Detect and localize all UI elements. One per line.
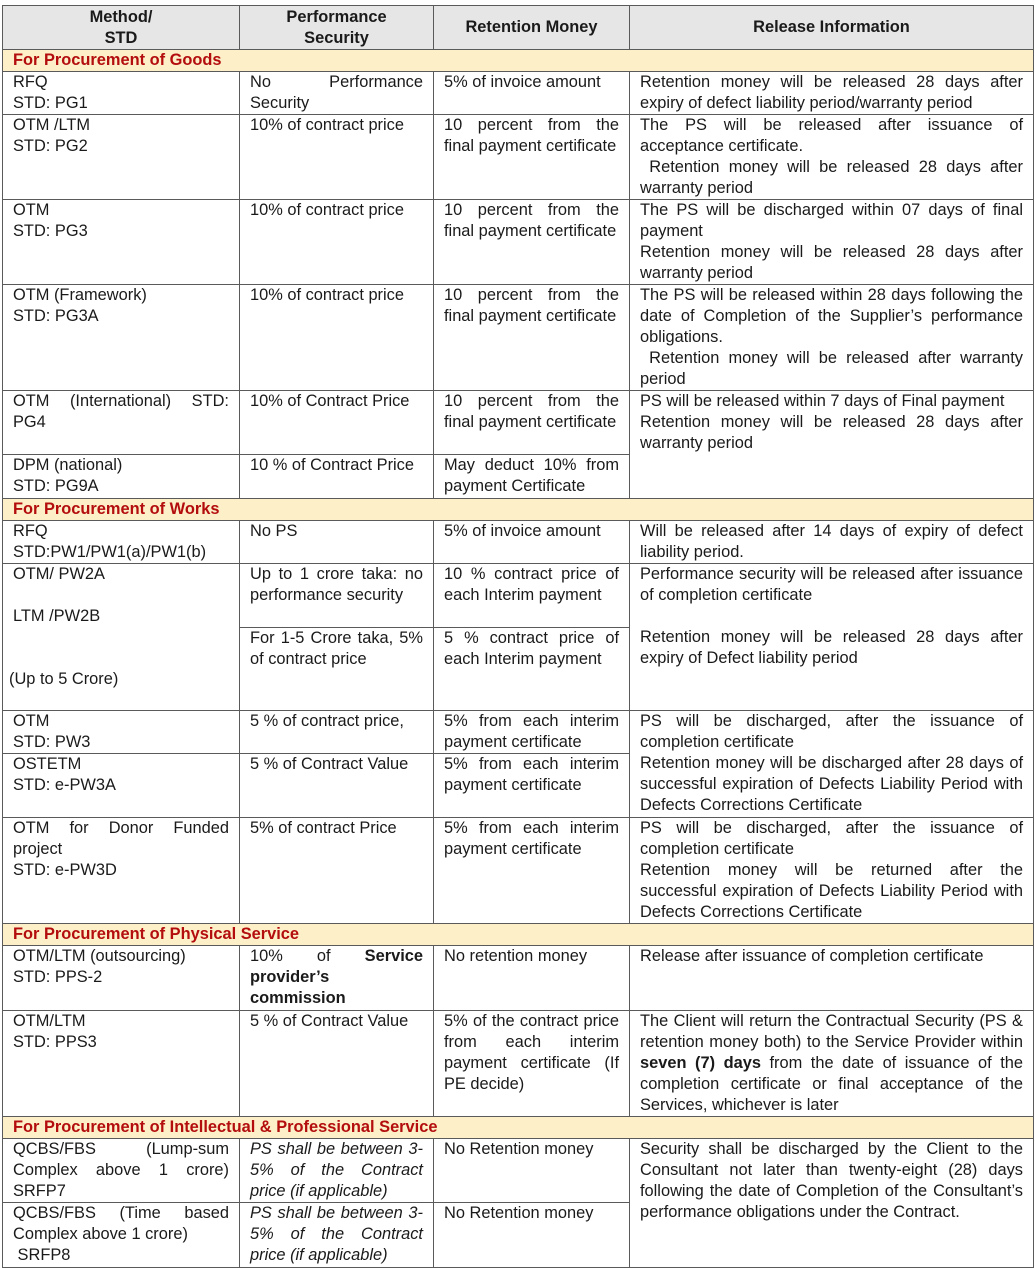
method-cell: OTM (Framework) STD: PG3A bbox=[3, 285, 240, 391]
retention-cell: 10 percent from the final payment certificate bbox=[434, 115, 630, 200]
release-cell: Retention money will be released 28 days after expiry of defect liability period/warranty period bbox=[630, 72, 1034, 115]
retention-cell: 5% from each interim payment certificate bbox=[434, 818, 630, 924]
release-cell bbox=[630, 391, 1034, 499]
retention-cell: 10 percent from the final payment certificate bbox=[434, 285, 630, 391]
method-cell: OTM for Donor Funded project STD: e-PW3D bbox=[3, 818, 240, 924]
retention-cell: No Retention money bbox=[434, 1139, 630, 1203]
release-cell bbox=[630, 818, 1034, 924]
performance-security-cell: For 1-5 Crore taka, 5% of contract price bbox=[240, 628, 434, 711]
method-cell: RFQ STD: PG1 bbox=[3, 72, 240, 115]
retention-cell: 5% of the contract price from each interim payment certificate (If PE decide) bbox=[434, 1011, 630, 1117]
performance-security-bold-text: Service provider’s commission bbox=[250, 947, 423, 1007]
header-retention-money: Retention Money bbox=[434, 6, 630, 50]
performance-security-cell: PS shall be between 3-5% of the Contract price (if applicable) bbox=[240, 1203, 434, 1268]
release-cell bbox=[630, 200, 1034, 285]
method-text: OTM/ PW2A bbox=[13, 565, 105, 583]
release-text: The Client will return the Contractual Security (PS & retention money both) to the Service Provider within bbox=[640, 1012, 1023, 1051]
method-text: SRFP8 bbox=[13, 1246, 71, 1264]
method-text: LTM /PW2B bbox=[13, 607, 101, 625]
performance-security-cell: 5 % of Contract Value bbox=[240, 754, 434, 818]
release-text: from the date of issuance of the completion certificate or final acceptance of the Services, whichever is later bbox=[640, 1054, 1023, 1114]
release-text: Retention money will be released after warranty period bbox=[640, 349, 1028, 388]
performance-security-cell bbox=[240, 946, 434, 1011]
retention-cell: May deduct 10% from payment Certificate bbox=[434, 455, 630, 499]
retention-cell: 10 percent from the final payment certificate bbox=[434, 391, 630, 455]
section-row-works bbox=[3, 499, 1034, 521]
method-cell: OTM /LTM STD: PG2 bbox=[3, 115, 240, 200]
release-cell: Security shall be discharged by the Client to the Consultant not later than twenty-eight (28) days following the date of Completion of the Consultant’s performance obligations under the Contract. bbox=[630, 1139, 1034, 1268]
table-header-row bbox=[3, 6, 1034, 50]
method-text: (Up to 5 Crore) bbox=[9, 670, 119, 688]
release-text: Retention money will be returned after the successful expiration of Defects Liability Period with Defects Corrections Certificate bbox=[640, 861, 1023, 921]
performance-security-text: 10% of bbox=[250, 947, 365, 965]
release-text: Retention money will be released 28 days after warranty period bbox=[640, 243, 1023, 282]
performance-security-cell: 5% of contract Price bbox=[240, 818, 434, 924]
retention-cell: 5% of invoice amount bbox=[434, 72, 630, 115]
table-row bbox=[3, 818, 1034, 924]
retention-cell: 5% from each interim payment certificate bbox=[434, 754, 630, 818]
header-performance-security: Performance Security bbox=[240, 6, 434, 50]
release-cell bbox=[630, 115, 1034, 200]
table-row bbox=[3, 1139, 1034, 1203]
retention-cell: 5 % contract price of each Interim payment bbox=[434, 628, 630, 711]
method-cell bbox=[3, 1203, 240, 1268]
table-row bbox=[3, 564, 1034, 628]
table-row bbox=[3, 391, 1034, 455]
method-cell: DPM (national) STD: PG9A bbox=[3, 455, 240, 499]
release-text: Retention money will be released 28 days after expiry of Defect liability period bbox=[640, 628, 1023, 667]
retention-cell: 5% of invoice amount bbox=[434, 521, 630, 564]
release-text: Retention money will be discharged after 28 days of successful expiration of Defects Liability Period with Defects Corrections Certificate bbox=[640, 754, 1023, 814]
performance-security-cell: No PS bbox=[240, 521, 434, 564]
table-row bbox=[3, 946, 1034, 1011]
method-cell: OTM/LTM STD: PPS3 bbox=[3, 1011, 240, 1117]
table-row bbox=[3, 115, 1034, 200]
performance-security-cell: 10% of contract price bbox=[240, 285, 434, 391]
table-row bbox=[3, 72, 1034, 115]
retention-cell: 5% from each interim payment certificate bbox=[434, 711, 630, 754]
release-text: Performance security will be released after issuance of completion certificate bbox=[640, 565, 1023, 604]
performance-security-cell: 5 % of contract price, bbox=[240, 711, 434, 754]
method-cell: QCBS/FBS (Lump-sum Complex above 1 crore) SRFP7 bbox=[3, 1139, 240, 1203]
section-title: For Procurement of Works bbox=[3, 499, 1034, 521]
section-row-intellectual-professional-service bbox=[3, 1117, 1034, 1139]
release-cell: Will be released after 14 days of expiry of defect liability period. bbox=[630, 521, 1034, 564]
method-cell bbox=[3, 564, 240, 711]
release-bold-text: seven (7) days bbox=[640, 1054, 761, 1072]
retention-cell: 10 % contract price of each Interim payment bbox=[434, 564, 630, 628]
header-release-information: Release Information bbox=[630, 6, 1034, 50]
performance-security-cell: 10 % of Contract Price bbox=[240, 455, 434, 499]
release-text: The PS will be released within 28 days following the date of Completion of the Supplier’s performance obligations. bbox=[640, 286, 1023, 346]
section-row-physical-service bbox=[3, 924, 1034, 946]
performance-security-cell: 5 % of Contract Value bbox=[240, 1011, 434, 1117]
section-title: For Procurement of Goods bbox=[3, 50, 1034, 72]
section-row-goods bbox=[3, 50, 1034, 72]
retention-cell: No retention money bbox=[434, 946, 630, 1011]
performance-security-cell: PS shall be between 3-5% of the Contract price (if applicable) bbox=[240, 1139, 434, 1203]
table-row bbox=[3, 711, 1034, 754]
release-text: Retention money will be released 28 days after warranty period bbox=[640, 158, 1028, 197]
release-cell bbox=[630, 1011, 1034, 1117]
release-cell: Release after issuance of completion certificate bbox=[630, 946, 1034, 1011]
retention-cell: 10 percent from the final payment certificate bbox=[434, 200, 630, 285]
method-cell: OTM (International) STD: PG4 bbox=[3, 391, 240, 455]
header-method-std: Method/ STD bbox=[3, 6, 240, 50]
method-cell: OTM STD: PW3 bbox=[3, 711, 240, 754]
release-text: The PS will be discharged within 07 days of final payment bbox=[640, 201, 1023, 240]
performance-security-cell: 10% of contract price bbox=[240, 115, 434, 200]
table-row bbox=[3, 285, 1034, 391]
table-row bbox=[3, 521, 1034, 564]
section-title: For Procurement of Physical Service bbox=[3, 924, 1034, 946]
performance-security-cell: Up to 1 crore taka: no performance security bbox=[240, 564, 434, 628]
section-title: For Procurement of Intellectual & Professional Service bbox=[3, 1117, 1034, 1139]
method-cell: OTM STD: PG3 bbox=[3, 200, 240, 285]
retention-release-table bbox=[2, 5, 1034, 1268]
table-row bbox=[3, 200, 1034, 285]
release-text: PS will be discharged, after the issuance of completion certificate bbox=[640, 819, 1023, 858]
retention-cell: No Retention money bbox=[434, 1203, 630, 1268]
release-cell bbox=[630, 285, 1034, 391]
performance-security-cell: No Performance Security bbox=[240, 72, 434, 115]
performance-security-cell: 10% of contract price bbox=[240, 200, 434, 285]
release-text: Retention money will be released 28 days after warranty period bbox=[640, 413, 1023, 452]
release-cell bbox=[630, 711, 1034, 818]
method-cell: RFQ STD:PW1/PW1(a)/PW1(b) bbox=[3, 521, 240, 564]
table-row bbox=[3, 1011, 1034, 1117]
release-cell bbox=[630, 564, 1034, 711]
method-text: QCBS/FBS (Time based Complex above 1 crore) bbox=[13, 1204, 229, 1243]
method-cell: OSTETM STD: e-PW3A bbox=[3, 754, 240, 818]
performance-security-cell: 10% of Contract Price bbox=[240, 391, 434, 455]
release-text: PS will be discharged, after the issuance of completion certificate bbox=[640, 712, 1023, 751]
release-text: PS will be released within 7 days of Final payment bbox=[640, 392, 1005, 410]
release-text: The PS will be released after issuance of acceptance certificate. bbox=[640, 116, 1023, 155]
method-cell: OTM/LTM (outsourcing) STD: PPS-2 bbox=[3, 946, 240, 1011]
